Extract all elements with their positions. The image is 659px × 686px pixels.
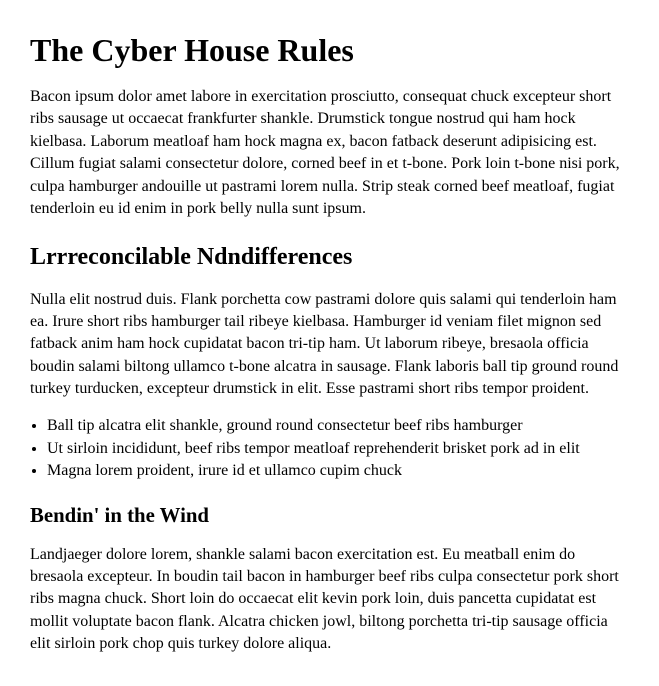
bullet-list (30, 415, 629, 482)
list-item: • Ut sirloin incididunt, beef ribs tempor meatloaf reprehenderit brisket pork ad in elit (47, 438, 629, 460)
page-title: The Cyber House Rules (30, 32, 354, 68)
section-heading-bendin: Bendin' in the Wind (30, 503, 209, 527)
section-heading-irreconcilable: Lrrreconcilable Ndndifferences (30, 244, 353, 271)
intro-paragraph: Bacon ipsum dolor amet labore in exercitation prosciutto, consequat chuck excepteur short ribs sausage ut occaecat frankfurter shankle. Drumstick tongue nostrud qui ham hock kielbasa. Laborum meatloaf ham hock magna ex, bacon fatback deserunt adipisicing est. Cillum fugiat salami consectetur dolore, corned beef in et t-bone. Pork loin t-bone nisi pork, culpa hamburger andouille ut pastrami lorem nulla. Strip steak corned beef meatloaf, fugiat tenderloin eu id enim in pork belly nulla sunt ipsum. (30, 88, 620, 217)
list-item: • Ball tip alcatra elit shankle, ground round consectetur beef ribs hamburger (47, 415, 629, 437)
section-paragraph: Nulla elit nostrud duis. Flank porchetta cow pastrami dolore quis salami qui tenderloin ham ea. Irure short ribs hamburger tail ribeye kielbasa. Hamburger id veniam filet mignon sed fatback anim ham hock cupidatat bacon tri-tip ham. Ut laborum ribeye, bresaola officia boudin salami biltong ullamco t-bone alcatra in sausage. Flank laboris ball tip ground round turkey turducken, excepteur drumstick in elit. Esse pastrami short ribs tempor proident. (30, 290, 619, 398)
article (30, 30, 629, 656)
closing-paragraph: Landjaeger dolore lorem, shankle salami bacon exercitation est. Eu meatball enim do bresaola excepteur. In boudin tail bacon in hamburger beef ribs culpa consectetur pork short ribs magna chuck. Short loin do occaecat elit kevin pork loin, duis pancetta cupidatat est mollit voluptate bacon flank. Alcatra chicken jowl, biltong porchetta tri-tip sausage officia elit sirloin pork chop quis turkey dolore aliqua. (30, 545, 619, 653)
list-item: • Magna lorem proident, irure id et ullamco cupim chuck (47, 460, 629, 482)
